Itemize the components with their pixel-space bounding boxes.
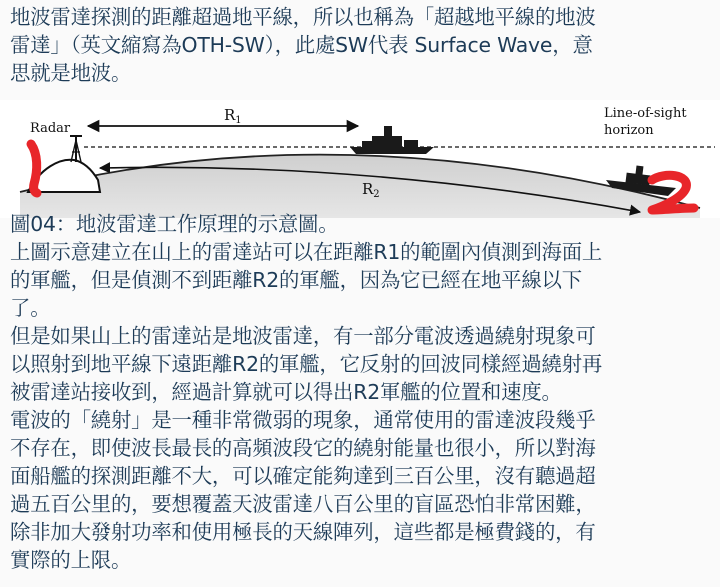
paragraph-line: 的軍艦，但是偵測不到距離R2的軍艦，因為它已經在地平線以下 (10, 268, 582, 292)
paragraph-line: 實際的上限。 (10, 548, 132, 572)
paragraph-line: 但是如果山上的雷達站是地波雷達，有一部分電波透過繞射現象可 (10, 324, 596, 348)
paragraph-line: 除非加大發射功率和使用極長的天線陣列，這些都是極費錢的，有 (10, 520, 596, 544)
paragraph-line: 以照射到地平線下遠距離R2的軍艦，它反射的回波同樣經過繞射再 (10, 352, 603, 376)
caption-text: 圖04：地波雷達工作原理的示意圖。 (10, 212, 339, 236)
paragraph-line: 上圖示意建立在山上的雷達站可以在距離R1的範圍內偵測到海面上 (10, 240, 603, 264)
paragraph-line: 電波的「繞射」是一種非常微弱的現象，通常使用的雷達波段幾乎 (10, 408, 596, 432)
paragraph-1 (10, 238, 710, 322)
ground-wave-radar-diagram (0, 100, 720, 218)
r2-label: $R_2$ (362, 180, 380, 200)
paragraph-2 (10, 322, 710, 406)
radar-label: Radar (30, 121, 71, 136)
intro-paragraph (10, 3, 710, 87)
paragraph-3 (10, 406, 710, 574)
figure-caption (10, 210, 710, 238)
paragraph-line: 面船艦的探測距離不大，可以確定能夠達到三百公里，沒有聽過超 (10, 464, 596, 488)
paragraph-line: 了。 (10, 296, 51, 320)
paragraph-line: 不存在，即使波長最長的高頻波段它的繞射能量也很小，所以對海 (10, 436, 596, 460)
intro-line: 雷達」（英文縮寫為OTH-SW），此處SW代表 Surface Wave，意 (10, 33, 593, 57)
paragraph-line: 被雷達站接收到，經過計算就可以得出R2軍艦的位置和速度。 (10, 380, 562, 404)
paragraph-line: 過五百公里的，要想覆蓋天波雷達八百公里的盲區恐怕非常困難， (10, 492, 596, 516)
intro-line: 思就是地波。 (10, 61, 132, 85)
intro-line: 地波雷達探測的距離超過地平線，所以也稱為「超越地平線的地波 (10, 5, 596, 29)
horizon-label-line1: Line-of-sight (604, 106, 687, 121)
r1-label: $R_1$ (224, 106, 242, 126)
horizon-label-line2: horizon (604, 123, 654, 138)
